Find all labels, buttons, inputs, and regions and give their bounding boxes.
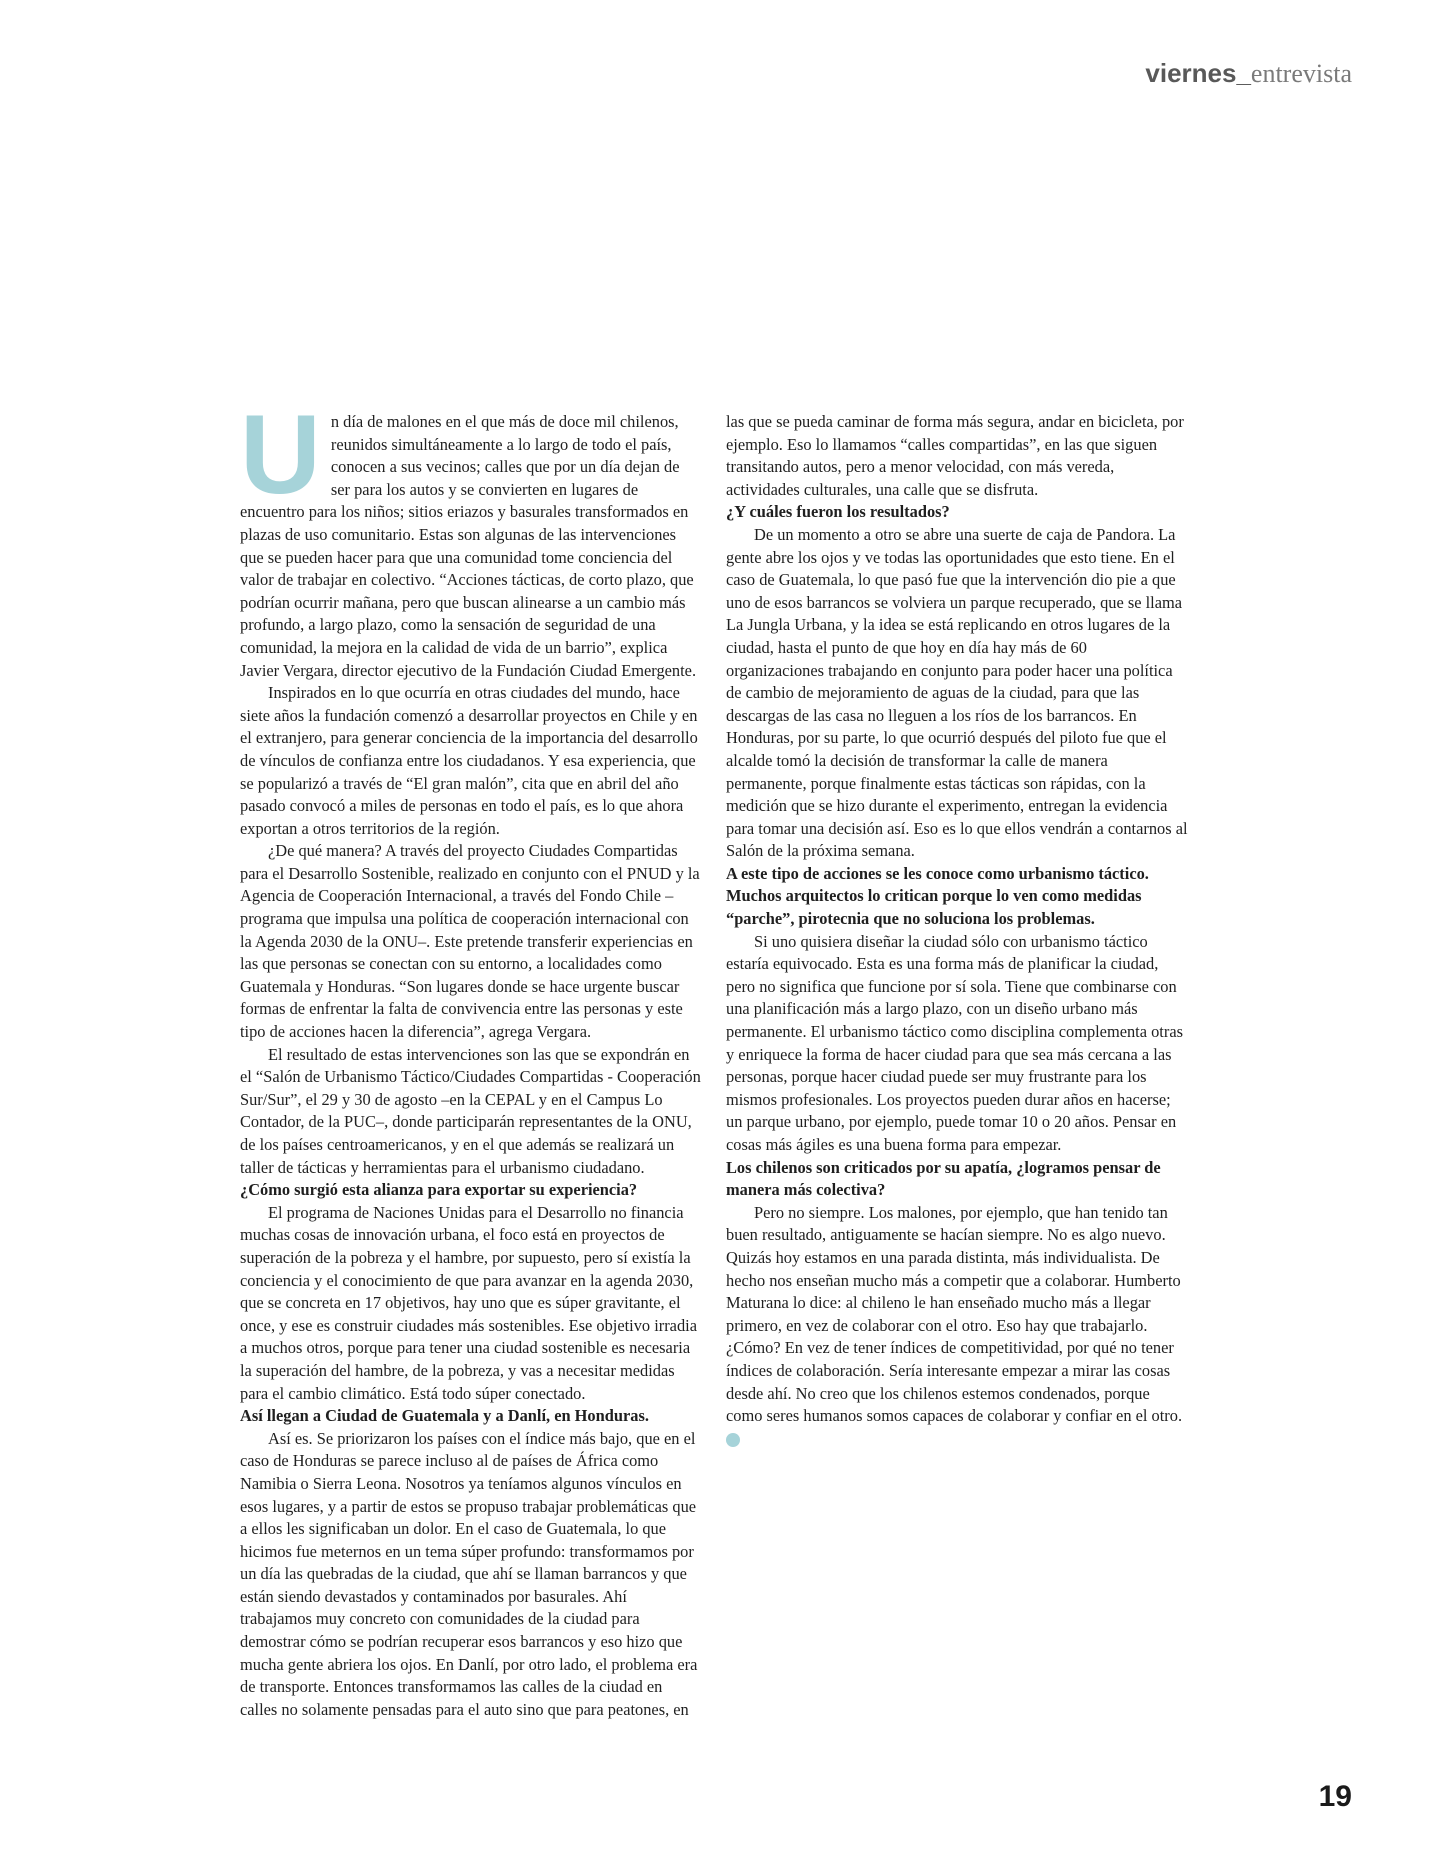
article-paragraph: ¿De qué manera? A través del proyecto Ciudades Compartidas para el Desarrollo Sostenible, realizado en conjunto con el PNUD y la Agencia de Cooperación Internacional, a través del Fondo Chile –programa que impulsa una política de cooperación internacional con la Agenda 2030 de la ONU–. Este pretende transferir experiencias en las que personas se conectan con su entorno, a localidades como Guatemala y Honduras. “Son lugares donde se hace urgente buscar formas de enfrentar la falta de convivencia entre las personas y este tipo de acciones hacen la diferencia”, agrega Vergara. (240, 841, 700, 1042)
section-name: entrevista (1250, 59, 1352, 88)
article-paragraph: El resultado de estas intervenciones son las que se expondrán en el “Salón de Urbanismo Táctico/Ciudades Compartidas - Cooperación Sur/Sur”, el 29 y 30 de agosto –en la CEPAL y en el Campus Lo Contador, de la PUC–, donde participarán representantes de la ONU, de los países centroamericanos, y en el que además se realizará un taller de tácticas y herramientas para el urbanismo ciudadano. (240, 1044, 701, 1177)
section-kicker: viernes_ (1145, 58, 1251, 88)
paragraph-text: Pero no siempre. Los malones, por ejemplo, que han tenido tan buen resultado, antiguamente se hacían siempre. No es algo nuevo. Quizás hoy estamos en una parada distinta, más individualista. De hecho nos enseñan mucho más a competir que a colaborar. Humberto Maturana lo dice: al chileno le han enseñado mucho más a llegar primero, en vez de colaborar con el otro. Eso hay que trabajarlo. ¿Cómo? En vez de tener índices de competitividad, por qué no tener índices de colaboración. Sería interesante empezar a mirar las cosas desde ahí. No creo que los chilenos estemos condenados, porque como seres humanos somos capaces de colaborar y confiar en el otro. (726, 1202, 1183, 1426)
article-body (240, 392, 1188, 1741)
paragraph-text: n día de malones en el que más de doce mil chilenos, reunidos simultáneamente a lo largo de todo el país, conocen a sus vecinos; calles que por un día dejan de ser para los autos y se convierten en lugares de encuentro para los niños; sitios eriazos y basurales transformados en plazas de uso comunitario. Estas son algunas de las intervenciones que se pueden hacer para que una comunidad tome conciencia del valor de trabajar en colectivo. “Acciones tácticas, de corto plazo, que podrían ocurrir mañana, pero que buscan alinearse a un cambio más profundo, a largo plazo, como la sensación de seguridad de una comunidad, la mejora en la calidad de vida de un barrio”, explica Javier Vergara, director ejecutivo de la Fundación Ciudad Emergente. (240, 412, 697, 680)
interview-answer: Así es. Se priorizaron los países con el índice más bajo, que en el caso de Honduras se parece incluso al de países de África como Namibia o Sierra Leona. Nosotros ya teníamos algunos vínculos en esos lugares, y a partir de estos se propuso trabajar problemáticas que a ellos les significaban un dolor. En el caso de Guatemala, lo que hicimos fue meternos en un tema súper profundo: transformamos por un día las quebradas de la ciudad, que ahí se llaman barrancos y que están siendo devastados y contaminados por basurales. Ahí trabajamos muy concreto con comunidades de la ciudad para demostrar cómo se podrían recuperar esos barrancos y eso hizo que mucha gente abriera los ojos. En Danlí, por otro lado, el problema era de transporte. Entonces transformamos las calles de la ciudad en calles no solamente pensadas para el auto sino que para peatones, en las que se pueda caminar de forma más segura, andar en bicicleta, por ejemplo. Eso lo llamamos “calles compartidas”, en las que siguen transitando autos, pero a menor velocidad, con más vereda, actividades culturales, una calle que se disfruta. (240, 412, 1184, 1719)
page-number: 19 (1318, 1780, 1352, 1813)
interview-answer: El programa de Naciones Unidas para el Desarrollo no financia muchas cosas de innovación urbana, el foco está en proyectos de superación de la pobreza y el hambre, por supuesto, pero sí existía la conciencia y el conocimiento de que para avanzar en la agenda 2030, que se concreta en 17 objetivos, hay uno que es súper gravitante, el once, y ese es construir ciudades más sostenibles. Ese objetivo irradia a muchos otros, porque para tener una ciudad sostenible es necesaria la superación del hambre, de la pobreza, y vas a necesitar medidas para el cambio climático. Está todo súper conectado. (240, 1202, 697, 1403)
drop-cap: U (240, 392, 321, 517)
interview-question: ¿Y cuáles fueron los resultados? (726, 502, 950, 522)
interview-question: Así llegan a Ciudad de Guatemala y a Danlí, en Honduras. (240, 1406, 649, 1426)
article-paragraph: Inspirados en lo que ocurría en otras ciudades del mundo, hace siete años la fundación comenzó a desarrollar proyectos en Chile y en el extranjero, para generar conciencia de la importancia del desarrollo de vínculos de confianza entre los ciudadanos. Y esa experiencia, que se popularizó a través de “El gran malón”, cita que en abril del año pasado convocó a miles de personas en todo el país, es lo que ahora exportan a otros territorios de la región. (240, 683, 698, 838)
interview-answer (726, 1202, 1188, 1451)
interview-question: A este tipo de acciones se les conoce como urbanismo táctico. Muchos arquitectos lo critican porque lo ven como medidas “parche”, pirotecnia que no soluciona los problemas. (726, 863, 1149, 929)
section-header (1145, 60, 1352, 87)
interview-question: Los chilenos son criticados por su apatía, ¿logramos pensar de manera más colectiva? (726, 1157, 1161, 1200)
interview-answer: De un momento a otro se abre una suerte de caja de Pandora. La gente abre los ojos y ve todas las oportunidades que esto tiene. En el caso de Guatemala, lo que pasó fue que la intervención dio pie a que uno de esos barrancos se volviera un parque recuperado, que se llama La Jungla Urbana, y la idea se está replicando en otros lugares de la ciudad, hasta el punto de que hoy en día hay más de 60 organizaciones trabajando en conjunto para poder hacer una política de cambio de mejoramiento de aguas de la ciudad, para que las descargas de las casa no lleguen a los ríos de los barrancos. En Honduras, por su parte, lo que ocurrió después del piloto fue que el alcalde tomó la decisión de transformar la calle de manera permanente, porque finalmente estas tácticas son rápidas, con la medición que se hizo durante el experimento, entregan la evidencia para tomar una decisión así. Eso es lo que ellos vendrán a contarnos al Salón de la próxima semana. (726, 524, 1188, 861)
article-paragraph (240, 392, 702, 682)
interview-answer: Si uno quisiera diseñar la ciudad sólo con urbanismo táctico estaría equivocado. Esta es una forma más de planificar la ciudad, pero no significa que funcione por sí sola. Tiene que combinarse con una planificación más a largo plazo, con un diseño urbano más permanente. El urbanismo táctico como disciplina complementa otras y enriquece la forma de hacer ciudad para que sea más cercana a las personas, porque hacer ciudad puede ser muy frustrante para los mismos profesionales. Los proyectos pueden durar años en hacerse; un parque urbano, por ejemplo, puede tomar 10 o 20 años. Pensar en cosas más ágiles es una buena forma para empezar. (726, 931, 1183, 1154)
end-mark-icon: V (726, 1433, 740, 1447)
interview-question: ¿Cómo surgió esta alianza para exportar su experiencia? (240, 1180, 638, 1200)
